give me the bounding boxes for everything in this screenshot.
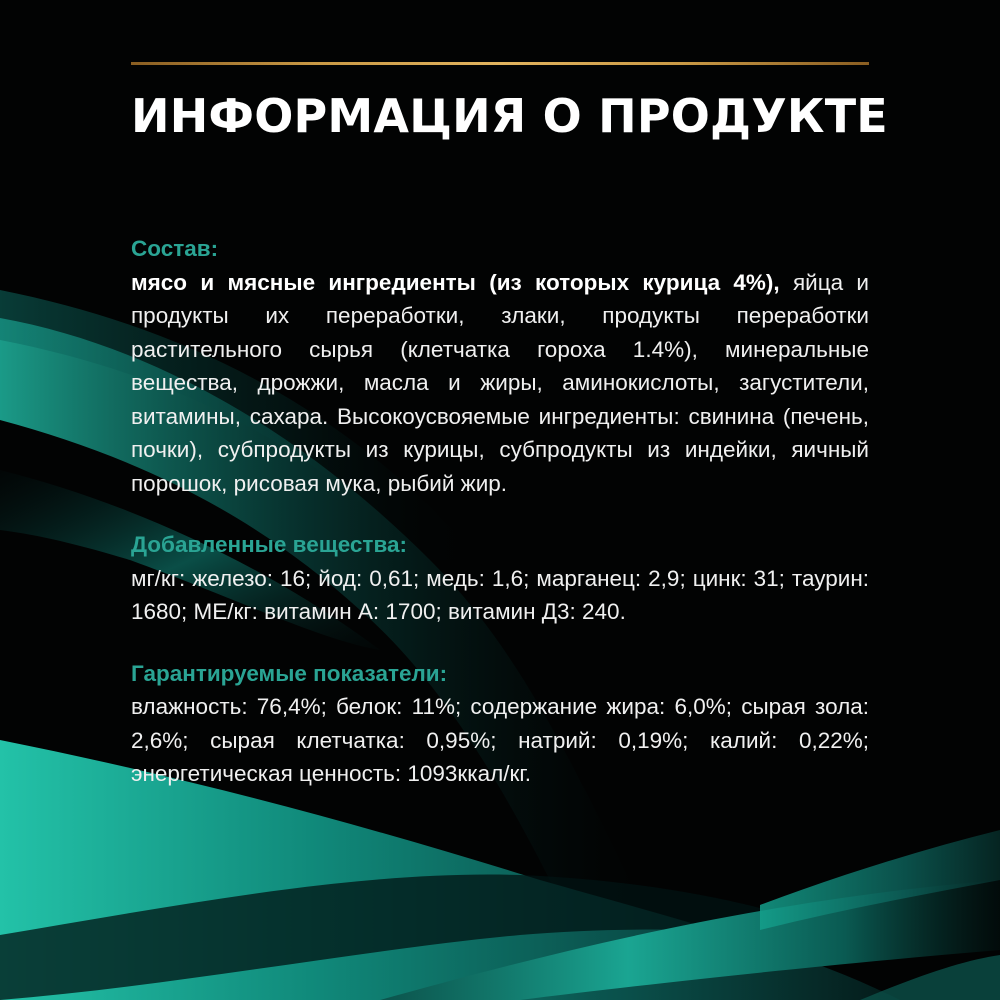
page-title: ИНФОРМАЦИЯ О ПРОДУКТЕ: [131, 89, 888, 143]
composition-body: яйца и продукты их переработки, злаки, продукты переработки растительного сырья (клетчатка гороха 1.4%), минеральные вещества, дрожжи, масла и жиры, аминокислоты, загустители, витамины, сахара. Высокоусвояемые ингредиенты: свинина (печень, почки), субпродукты из курицы, субпродукты из индейки, яичный порошок, рисовая мука, рыбий жир.: [131, 269, 869, 496]
guaranteed-heading: Гарантируемые показатели:: [131, 660, 448, 686]
composition-text: [131, 266, 869, 501]
product-content: [131, 232, 869, 791]
guaranteed-text: влажность: 76,4%; белок: 11%; содержание жира: 6,0%; сырая зола: 2,6%; сырая клетчатка: 0,95%; натрий: 0,19%; калий: 0,22%; энергетическая ценность: 1093ккал/кг.: [131, 694, 869, 786]
additives-text: мг/кг: железо: 16; йод: 0,61; медь: 1,6; марганец: 2,9; цинк: 31; таурин: 1680; МЕ/кг: витамин А: 1700; витамин Д3: 240.: [131, 565, 869, 624]
gold-divider: [131, 62, 869, 65]
additives-section: [131, 528, 869, 629]
composition-lead: мясо и мясные ингредиенты (из которых курица 4%),: [131, 269, 780, 295]
composition-section: [131, 232, 869, 500]
additives-heading: Добавленные вещества:: [131, 532, 407, 557]
guaranteed-section: [131, 657, 869, 791]
composition-heading: Состав:: [131, 236, 219, 261]
